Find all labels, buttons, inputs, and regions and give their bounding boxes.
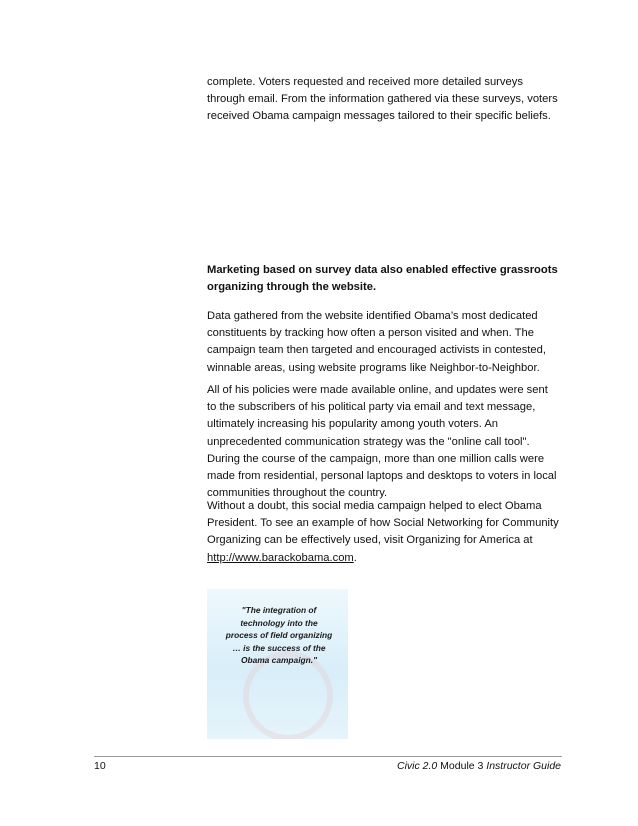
paragraph-text: Data gathered from the website identified Obama’s most dedicated constituents by tracking how often a person visited and when. The campaign team then targeted and encouraged activists in contested, winnable areas, using website programs like Neighbor-to-Neighbor. (207, 310, 546, 374)
guide-title-part: Civic 2.0 (397, 760, 438, 772)
section-heading (207, 262, 559, 296)
paragraph-text: All of his policies were made available online, and updates were sent to the subscribers of his political party via email and text message, ultimately increasing his popularity among youth voters. An unprecedented communication strategy was the "online call tool". During the course of the campaign, more than one million calls were made from residential, personal laptops and desktops to voters in local communities throughout the country. (207, 384, 557, 500)
pull-quote-text: "The integration of technology into the process of field organizing … is the success of the Obama campaign." (225, 605, 333, 666)
paragraph-text-end: . (353, 551, 357, 564)
guide-title-part: Module 3 (437, 760, 487, 772)
paragraph-text-main: Without a doubt, this social media campaign helped to elect Obama President. To see an example of how Social Networking for Community Organizing can be effectively used, visit Organizing for America at (207, 500, 559, 547)
body-paragraph (207, 74, 559, 126)
page-number: 10 (94, 760, 106, 772)
guide-title-part: Instructor Guide (486, 760, 561, 772)
body-paragraph (207, 308, 559, 377)
footer-divider (94, 756, 562, 757)
paragraph-text (207, 498, 559, 567)
heading-text: Marketing based on survey data also enabled effective grassroots organizing through the website. (207, 264, 558, 294)
body-paragraph (207, 382, 559, 502)
footer-guide-title (397, 760, 561, 772)
pull-quote-box (207, 589, 348, 739)
body-paragraph (207, 498, 559, 567)
obama-website-link[interactable]: http://www.barackobama.com (207, 551, 354, 564)
paragraph-text: complete. Voters requested and received more detailed surveys through email. From the information gathered via these surveys, voters received Obama campaign messages tailored to their specific beliefs. (207, 76, 558, 123)
